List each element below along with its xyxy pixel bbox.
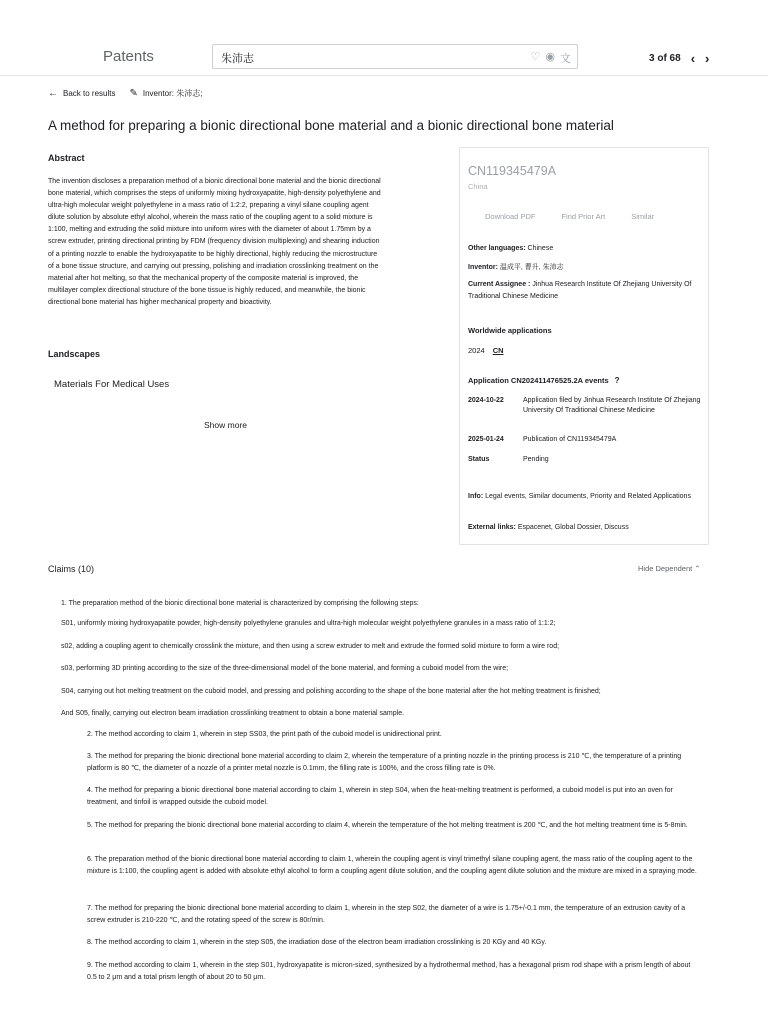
search-input[interactable]: 朱沛志 bbox=[221, 53, 254, 65]
landscape-item[interactable]: Materials For Medical Uses bbox=[54, 379, 170, 390]
inventor-label: Inventor: bbox=[468, 264, 498, 271]
download-pdf-button[interactable]: Download PDF bbox=[485, 212, 536, 221]
event-row bbox=[468, 435, 704, 445]
info-links[interactable]: Legal events, Similar documents, Priority and Related Applications bbox=[485, 493, 691, 500]
page-title: A method for preparing a bionic directional bone material and a bionic directional bone material bbox=[48, 118, 614, 133]
event-date: 2025-01-24 bbox=[468, 436, 504, 443]
chevron-left-icon[interactable]: ‹ bbox=[690, 51, 696, 66]
other-languages-value[interactable]: Chinese bbox=[527, 245, 554, 252]
other-languages-label: Other languages: bbox=[468, 245, 526, 252]
card-actions bbox=[485, 212, 654, 221]
inventor-query-label: Inventor: 朱沛志; bbox=[142, 89, 203, 98]
claim-item: S04, carrying out hot melting treatment on the cuboid model, and pressing and polishing according to the shape of the bone material after the hot melting treatment is finished; bbox=[61, 688, 601, 695]
search-icons bbox=[531, 50, 571, 66]
arrow-left-icon: ← bbox=[48, 88, 58, 99]
claim-item: 8. The method according to claim 1, wherein in the step S05, the irradiation dose of the electron beam irradiation crosslinking is 20 KGy and 40 KGy. bbox=[87, 939, 547, 946]
worldwide-row bbox=[468, 346, 504, 355]
back-label: Back to results bbox=[63, 89, 116, 98]
claim-item: s02, adding a coupling agent to chemically crosslink the mixture, and then using a screw extruder to melt and extrude the formed solid mixture to form a wire rod; bbox=[61, 643, 560, 650]
top-bar bbox=[0, 0, 768, 76]
event-row bbox=[468, 396, 704, 416]
worldwide-country-link[interactable]: CN bbox=[492, 346, 504, 355]
patent-info-card bbox=[459, 147, 709, 545]
assignee-label: Current Assignee : bbox=[468, 281, 531, 288]
result-pager bbox=[649, 51, 709, 66]
claim-item: 9. The method according to claim 1, wherein in the step S01, hydroxyapatite is micron-sized, synthesized by a hydrothermal method, has a hexagonal prism rod shape with a prism length of about 0.5 to 2 μm and a total prism length of about 20 to 50 μm. bbox=[87, 962, 691, 981]
claim-item: 4. The method for preparing a bionic directional bone material according to claim 1, wherein in step S04, when the heat-melting treatment is performed, a cuboid model is put into an oven for treatment, and tinfoil is wrapped outside the cuboid model. bbox=[87, 787, 673, 806]
external-links-row bbox=[468, 522, 704, 534]
assignee-value[interactable]: Jinhua Research Institute Of Zhejiang University Of Traditional Chinese Medicine bbox=[468, 281, 692, 300]
external-links[interactable]: Espacenet, Global Dossier, Discuss bbox=[517, 524, 629, 531]
pencil-icon: ✎ bbox=[129, 88, 138, 99]
abstract-heading: Abstract bbox=[48, 153, 85, 163]
claim-item: 7. The method for preparing the bionic directional bone material according to claim 1, wherein in the step S02, the diameter of a wire is 1.75+/-0.1 mm, the temperature of an extrusion cavity of a screw extruder is 210-220 ℃, and the rotating speed of the screw is 80r/min. bbox=[87, 905, 686, 924]
subnav bbox=[48, 88, 202, 99]
claims-heading: Claims (10) bbox=[48, 564, 95, 574]
hide-dependent-toggle[interactable] bbox=[638, 564, 701, 573]
landscapes-heading: Landscapes bbox=[48, 349, 101, 359]
event-date: 2024-10-22 bbox=[468, 397, 504, 404]
find-prior-art-button[interactable]: Find Prior Art bbox=[561, 212, 606, 221]
assignee-row bbox=[468, 279, 704, 302]
other-languages bbox=[468, 243, 704, 255]
claim-item: 2. The method according to claim 1, wherein in step SS03, the print path of the cuboid model is unidirectional print. bbox=[87, 731, 442, 738]
search-box[interactable] bbox=[212, 44, 578, 69]
inventor-row bbox=[468, 262, 704, 274]
graduation-cap-icon[interactable]: ◉ bbox=[545, 51, 555, 63]
chevron-up-icon: ⌃ bbox=[694, 564, 701, 573]
status-label: Status bbox=[468, 456, 490, 463]
claim-item: 5. The method for preparing the bionic directional bone material according to claim 4, wherein the temperature of the hot melting treatment is 200 ℃, and the hot melting treatment time is 5-8min. bbox=[87, 822, 688, 829]
status-row bbox=[468, 455, 704, 465]
hide-dependent-label: Hide Dependent bbox=[638, 564, 693, 573]
claim-item: 3. The method for preparing the bionic directional bone material according to claim 2, wherein the temperature of a printing nozzle in the printing process is 210 ℃, the temperature of a printing platform is 80 ℃, the diameter of a nozzle of a printer metal nozzle is 0.1mm, the filling rate is 100%, and the cross filling rate is 0%. bbox=[87, 753, 682, 772]
claim-item: 1. The preparation method of the bionic directional bone material is characterized by comprising the following steps: bbox=[61, 600, 419, 607]
claim-item: 6. The preparation method of the bionic directional bone material according to claim 1, wherein the coupling agent is vinyl trimethyl silane coupling agent, the mass ratio of the coupling agent to the mixture is 1:100, the coupling agent is added with absolute ethyl alcohol to form a coupling agent dilute solution, and the coupling agent dilute solution and the mixture are mixed in a spraying mode. bbox=[87, 856, 697, 875]
help-icon[interactable]: ? bbox=[614, 376, 620, 385]
worldwide-heading: Worldwide applications bbox=[468, 326, 552, 335]
patents-logo[interactable]: Patents bbox=[103, 48, 154, 65]
show-more-button[interactable]: Show more bbox=[204, 420, 247, 430]
info-row bbox=[468, 491, 704, 503]
publication-number: CN119345479A bbox=[468, 164, 557, 178]
chevron-right-icon[interactable]: › bbox=[705, 51, 710, 66]
events-heading: Application CN202411476525.2A events bbox=[468, 376, 609, 385]
back-to-results-link[interactable] bbox=[48, 88, 115, 99]
claim-item: s03, performing 3D printing according to the size of the three-dimensional model of the bone material, and forming a cuboid model from the wire; bbox=[61, 665, 509, 672]
inventor-value[interactable]: 温成平, 曹升, 朱沛志 bbox=[499, 264, 564, 271]
status-value: Pending bbox=[523, 456, 549, 463]
external-links-label: External links: bbox=[468, 524, 516, 531]
pager-count: 3 of 68 bbox=[649, 53, 681, 64]
similar-button[interactable]: Similar bbox=[631, 212, 655, 221]
event-text: Application filed by Jinhua Research Institute Of Zhejiang University Of Traditional Chinese Medicine bbox=[523, 397, 701, 414]
translate-icon[interactable]: 文 bbox=[560, 53, 571, 65]
lightbulb-icon[interactable]: ♡ bbox=[530, 51, 541, 63]
worldwide-year: 2024 bbox=[468, 346, 485, 355]
claim-item: And S05, finally, carrying out electron beam irradiation crosslinking treatment to obtain a bone material sample. bbox=[61, 710, 405, 717]
events-heading-row bbox=[468, 376, 620, 385]
event-text: Publication of CN119345479A bbox=[523, 436, 617, 443]
abstract-text: The invention discloses a preparation method of a bionic directional bone material and the bionic directional bone material, which comprises the steps of uniformly mixing hydroxyapatite, high-density polyethylene and ultra-high molecular weight polyethylene in a mass ratio of 1:2:2, preparing a vinyl silane coupling agent dilute solution by absolute ethyl alcohol, wherein the mass ratio of the coupling agent to a solid mixture is 1:100, melting and extruding the solid mixture into uniform wires with the diameter of about 1.75mm by a screw extruder, printing directional printing by FDM (frequency division multiplexing) and shearing induction of a printing nozzle to enable the hydroxyapatite to be highly directional, highly reducing the microstructure of a bone tissue structure, and carrying out pressing, polishing and irradiation crosslinking treatment on the material after hot melting, so that the mechanical property of the composite material is improved, the multilayer complex directional structure of the bone tissue is highly reduced, and meanwhile, the bionic directional bone material has higher mechanical property and bioactivity. bbox=[48, 178, 381, 306]
info-label: Info: bbox=[468, 493, 484, 500]
country-label: China bbox=[468, 182, 488, 191]
inventor-query-chip[interactable] bbox=[129, 88, 202, 99]
claim-item: S01, uniformly mixing hydroxyapatite powder, high-density polyethylene granules and ultra-high molecular weight polyethylene granules in a mass ratio of 1:1:2; bbox=[61, 620, 556, 627]
